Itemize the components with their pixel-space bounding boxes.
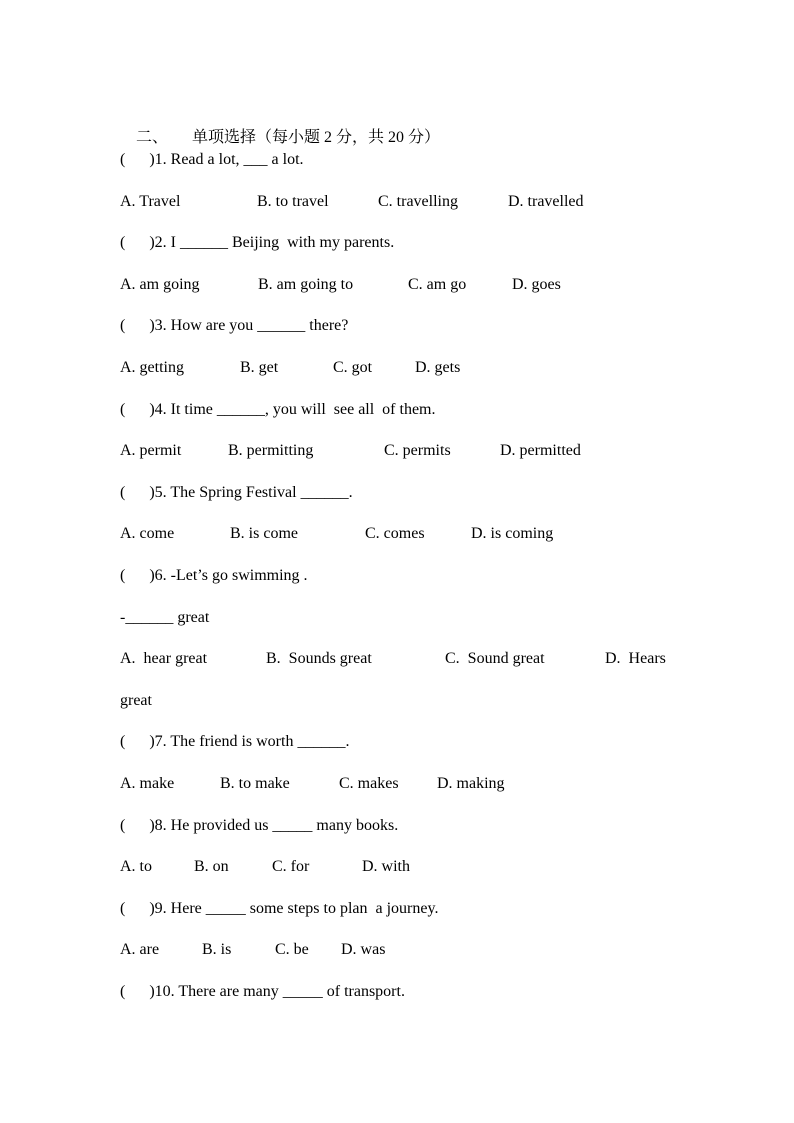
option-d: D. travelled: [508, 193, 584, 210]
question-stem: ( )7. The friend is worth ______.: [120, 733, 350, 750]
option-b: B. on: [194, 858, 229, 875]
option-c: C. comes: [365, 525, 425, 542]
section-heading: [120, 108, 694, 146]
option-b: B. to travel: [257, 193, 329, 210]
option-d: D. was: [341, 941, 386, 958]
question-stem: ( )5. The Spring Festival ______.: [120, 484, 353, 501]
option-row: [120, 441, 694, 463]
option-c: C. permits: [384, 442, 451, 459]
option-a: A. are: [120, 941, 160, 958]
option-a: A. make: [120, 775, 175, 792]
option-b: B. to make: [220, 775, 290, 792]
option-a: A. Travel: [120, 193, 181, 210]
option-b: B. am going to: [258, 276, 354, 293]
option-row: [120, 275, 694, 297]
option-c: C. for: [272, 858, 310, 875]
question-stem: ( )8. He provided us _____ many books.: [120, 817, 399, 834]
option-b: B. permitting: [228, 442, 314, 459]
option-d: D. is coming: [471, 525, 554, 542]
section-title: 单项选择（每小题 2 分，共 20 分）: [192, 129, 441, 146]
option-c: C. makes: [339, 775, 399, 792]
option-a: A. am going: [120, 276, 200, 293]
option-a: A. hear great: [120, 650, 208, 667]
option-row: [120, 857, 694, 879]
option-c: C. am go: [408, 276, 467, 293]
question-stem: ( )9. Here _____ some steps to plan a journey.: [120, 900, 439, 917]
question-stem: ( )2. I ______ Beijing with my parents.: [120, 234, 395, 251]
option-d: D. Hears: [605, 650, 666, 667]
option-d: D. permitted: [500, 442, 581, 459]
option-b: B. is come: [230, 525, 298, 542]
question-stem: ( )10. There are many _____ of transport.: [120, 983, 405, 1000]
option-a: A. come: [120, 525, 175, 542]
option-a: A. to: [120, 858, 152, 875]
option-d: D. with: [362, 858, 410, 875]
option-row: [120, 940, 694, 962]
option-row: [120, 192, 694, 214]
option-c: C. Sound great: [445, 650, 545, 667]
question-stem: ( )3. How are you ______ there?: [120, 317, 349, 334]
option-c: C. got: [333, 359, 373, 376]
question-stem: ( )1. Read a lot, ___ a lot.: [120, 151, 304, 168]
option-a: A. permit: [120, 442, 182, 459]
option-b: B. is: [202, 941, 232, 958]
question-stem: ( )6. -Let’s go swimming .: [120, 567, 308, 584]
option-row: [120, 358, 694, 380]
section-number: 二、: [136, 129, 169, 146]
option-b: B. get: [240, 359, 279, 376]
option-d: D. gets: [415, 359, 461, 376]
option-d: D. goes: [512, 276, 561, 293]
option-b: B. Sounds great: [266, 650, 372, 667]
question-stem: ( )4. It time ______, you will see all of them.: [120, 401, 436, 418]
option-row: [120, 649, 694, 671]
option-d: D. making: [437, 775, 505, 792]
option-c: C. travelling: [378, 193, 458, 210]
question-stem-reply: -______ great: [120, 609, 210, 626]
option-row: [120, 524, 694, 546]
option-c: C. be: [275, 941, 309, 958]
option-row: [120, 774, 694, 796]
option-a: A. getting: [120, 359, 184, 376]
option-d-continuation: great: [120, 692, 152, 709]
